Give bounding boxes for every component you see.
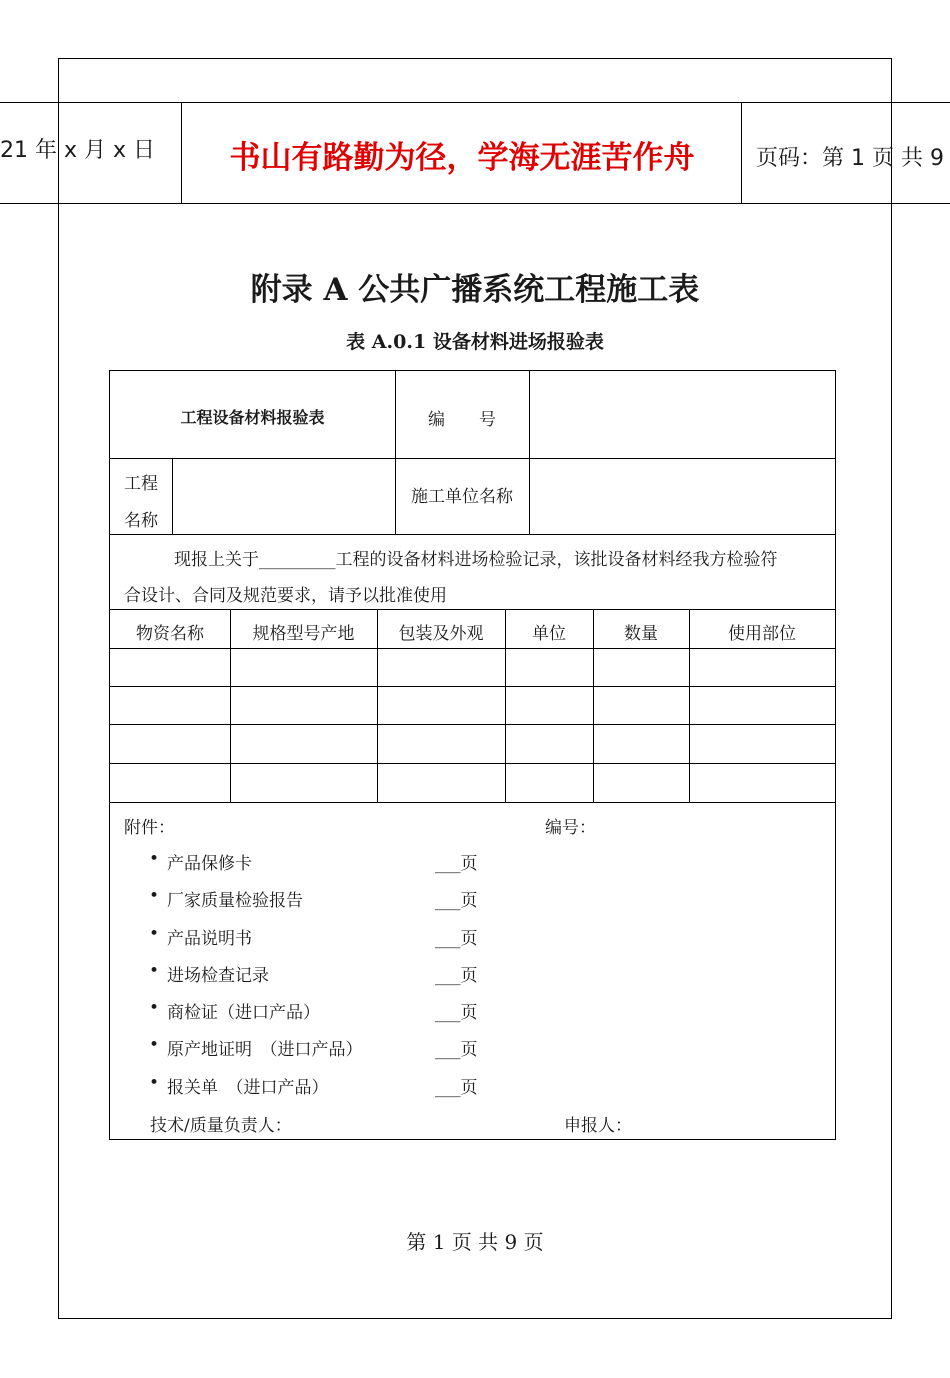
contractor-name-label: 施工单位名称 (411, 487, 513, 507)
project-name-label-line1: 工程 (124, 474, 158, 494)
col-header-spec-origin: 规格型号产地 (252, 624, 355, 644)
form-name-label: 工程设备材料报验表 (180, 408, 325, 427)
row-line (110, 763, 835, 764)
number-label: 编 号 (428, 410, 496, 430)
header-page-indicator: 页码：第 1 页 共 9 (756, 146, 944, 171)
attachment-pages: ___页 (435, 854, 478, 874)
project-name-label-line2: 名称 (124, 511, 158, 531)
page-footer: 第 1 页 共 9 页 (406, 1230, 544, 1254)
col-header-packaging: 包装及外观 (398, 624, 484, 644)
row-line (110, 648, 835, 649)
attachment-item: • 商检证（进口产品） (167, 998, 320, 1023)
attachments-label: 附件： (124, 818, 175, 838)
col-header-material-name: 物资名称 (136, 624, 204, 644)
attachment-pages: ___页 (435, 891, 478, 911)
applicant-label: 申报人： (564, 1116, 632, 1136)
statement-line-2: 合设计、合同及规范要求，请予以批准使用 (124, 586, 447, 606)
attachment-item: • 产品保修卡 (167, 849, 252, 874)
attachment-item: • 报关单 （进口产品） (167, 1073, 329, 1098)
attachment-pages: ___页 (435, 1040, 478, 1060)
attachment-item: • 产品说明书 (167, 924, 252, 949)
row-line (110, 458, 835, 459)
row-line (110, 534, 835, 535)
col-line (395, 371, 396, 534)
row-line (110, 686, 835, 687)
attachment-item: • 原产地证明 （进口产品） (167, 1035, 363, 1060)
attachment-pages: ___页 (435, 929, 478, 949)
header-date: 21 年 x 月 x 日 (0, 138, 155, 163)
statement-line-1: 现报上关于_________工程的设备材料进场检验记录，该批设备材料经我方检验符 (174, 550, 778, 570)
row-line (110, 609, 835, 610)
attachment-pages: ___页 (435, 1003, 478, 1023)
col-header-unit: 单位 (532, 624, 566, 644)
attachment-number-label: 编号： (545, 818, 596, 838)
tech-quality-lead-label: 技术/质量负责人： (150, 1116, 292, 1136)
attachment-item: • 厂家质量检验报告 (167, 886, 303, 911)
col-line (529, 371, 530, 534)
row-line (110, 802, 835, 803)
attachment-item: • 进场检查记录 (167, 961, 269, 986)
attachment-pages: ___页 (435, 1078, 478, 1098)
row-line (110, 724, 835, 725)
material-inspection-form (109, 370, 836, 1140)
col-header-usage-location: 使用部位 (728, 624, 796, 644)
col-line (172, 458, 173, 534)
page-title: 附录 A 公共广播系统工程施工表 (250, 272, 700, 308)
attachment-pages: ___页 (435, 966, 478, 986)
col-header-quantity: 数量 (624, 624, 658, 644)
header-motto: 书山有路勤为径，学海无涯苦作舟 (229, 140, 695, 176)
form-subtitle: 表 A.0.1 设备材料进场报验表 (346, 331, 604, 353)
